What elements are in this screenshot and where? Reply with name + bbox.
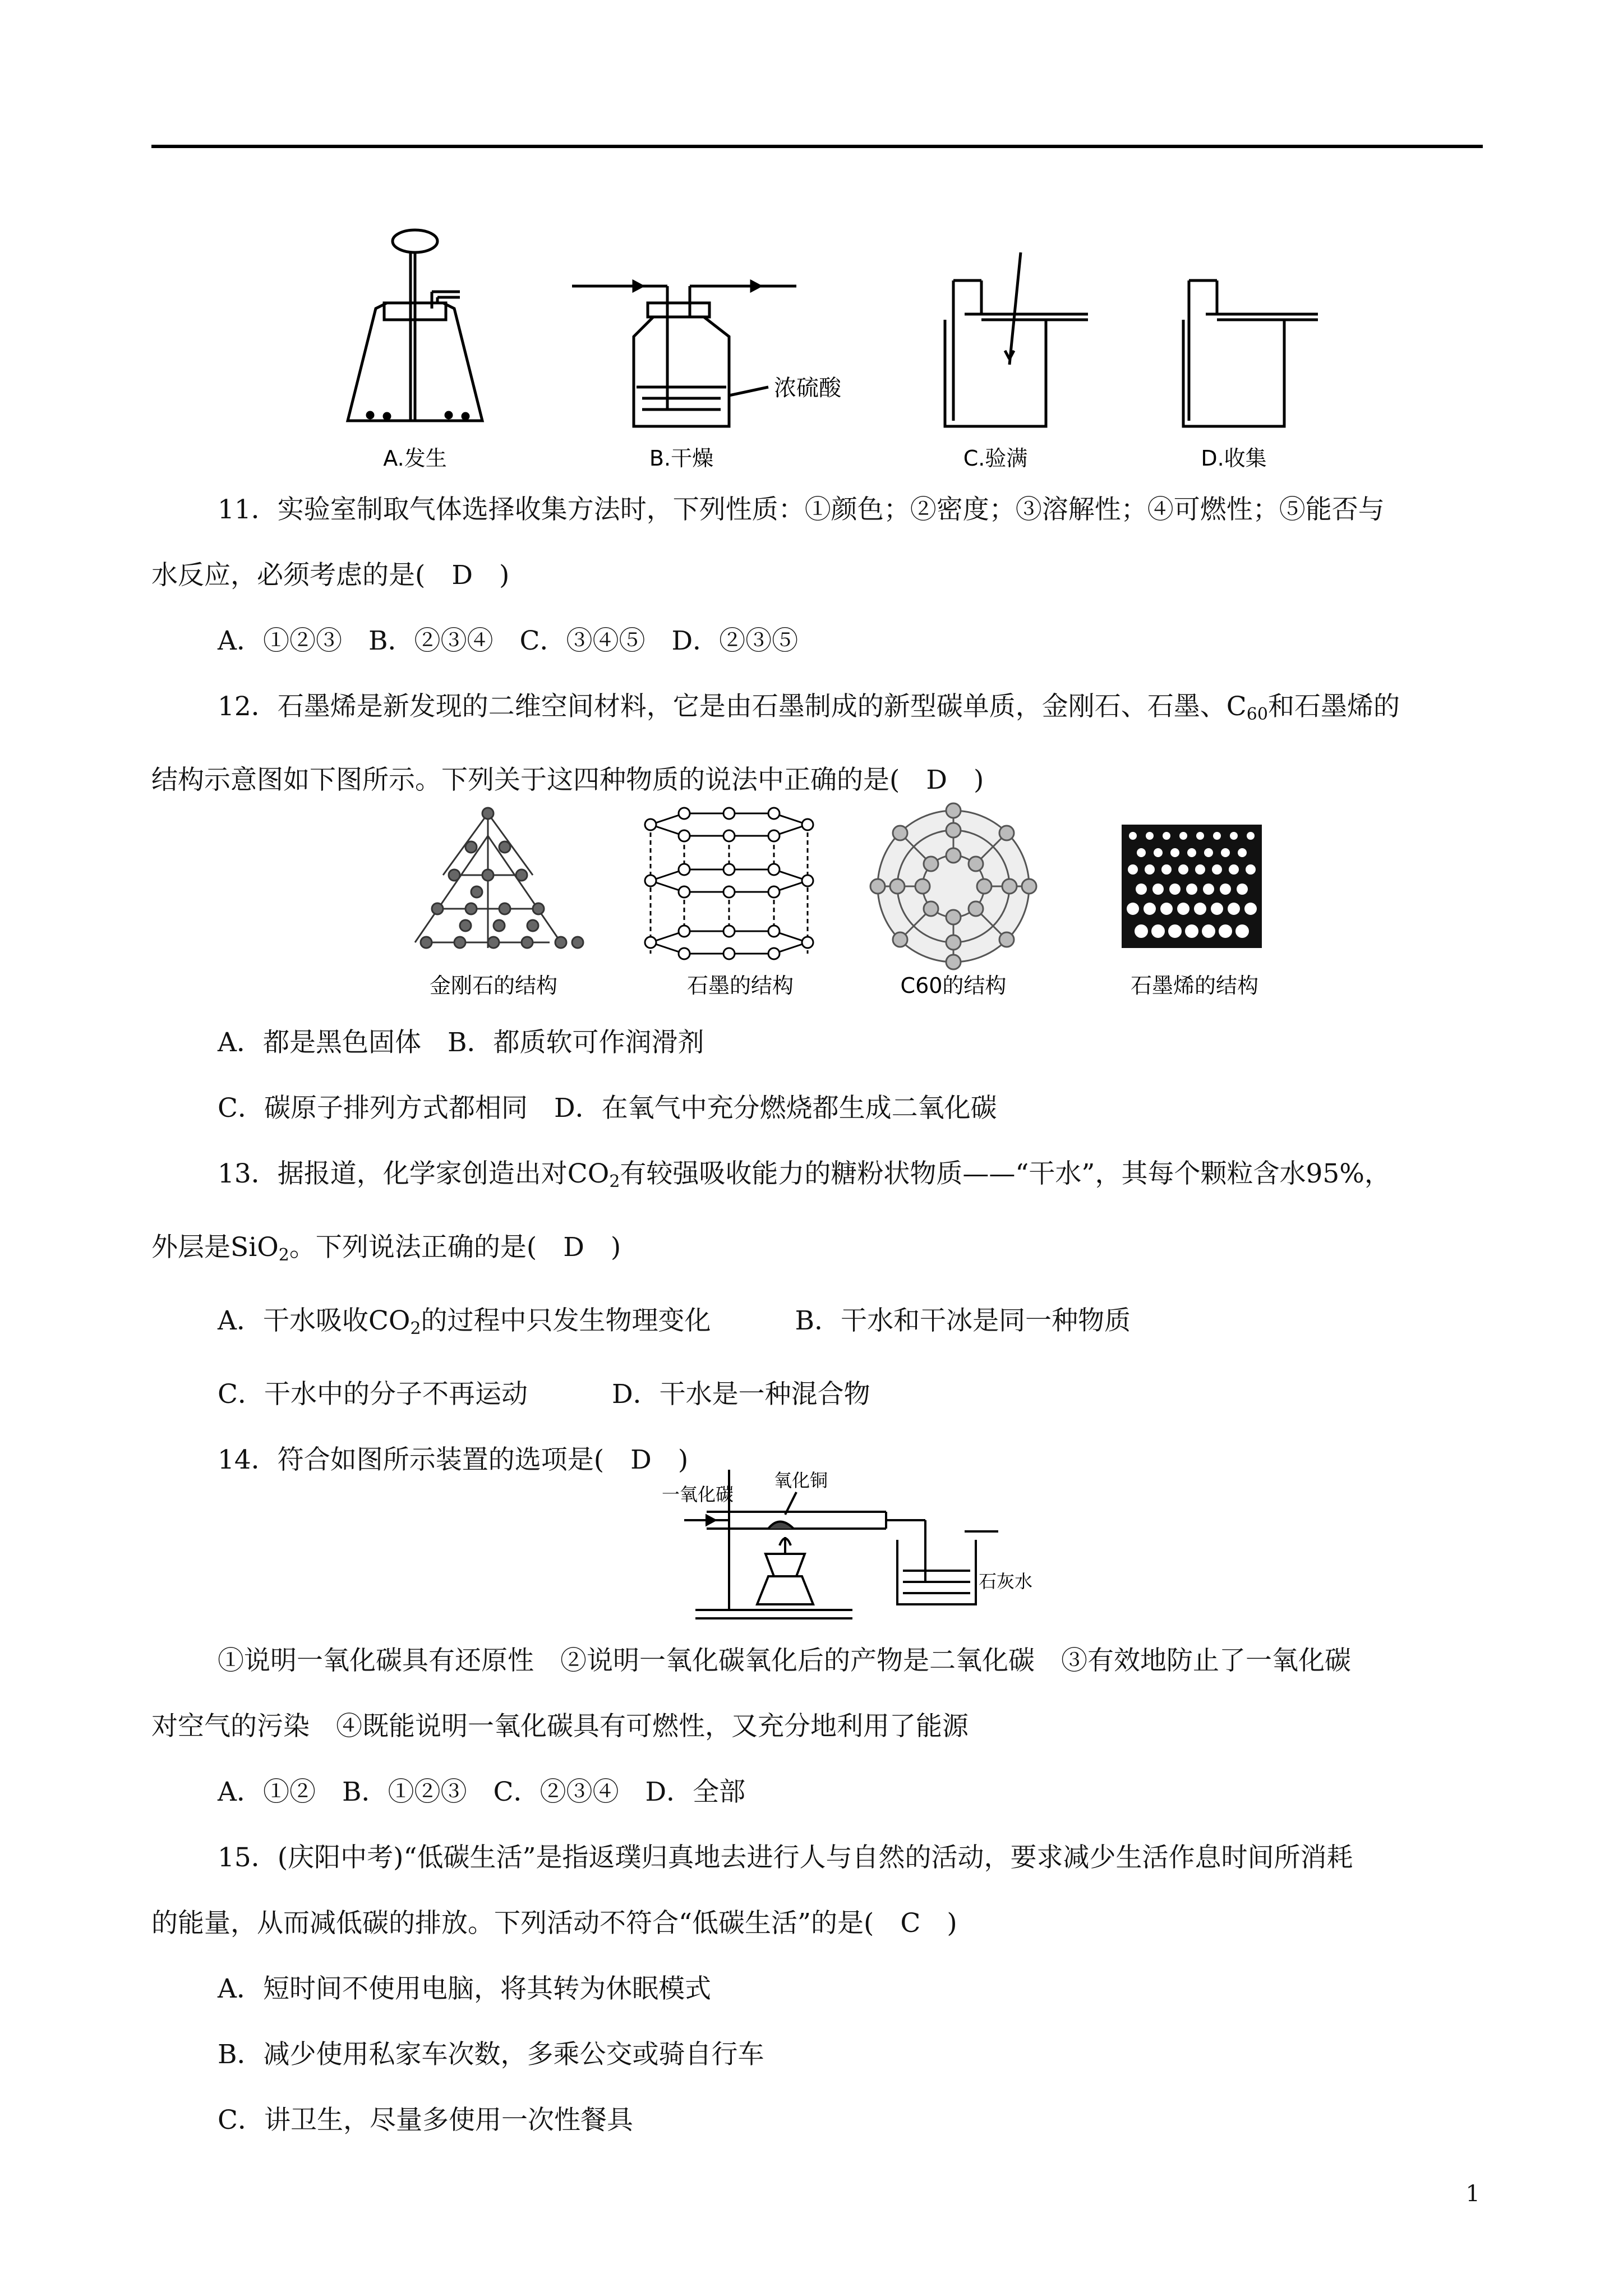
q14-stmt1: ①说明一氧化碳具有还原性 ②说明一氧化碳氧化后的产物是二氧化碳 ③有效地防止了一氧化碳 bbox=[218, 1645, 1351, 1676]
caption-c60: C60的结构 bbox=[900, 973, 1007, 998]
caption-c: C.验满 bbox=[963, 446, 1028, 471]
q11-options: A．①②③ B．②③④ C．③④⑤ D．②③⑤ bbox=[218, 625, 799, 656]
q15-option-a: A．短时间不使用电脑，将其转为休眠模式 bbox=[218, 1973, 711, 2004]
q15-line1: 15．(庆阳中考)“低碳生活”是指返璞归真地去进行人与自然的活动，要求减少生活作息时间所消耗 bbox=[218, 1842, 1353, 1873]
caption-d: D.收集 bbox=[1201, 446, 1267, 471]
page-number: 1 bbox=[1465, 2181, 1480, 2207]
caption-graphene: 石墨烯的结构 bbox=[1130, 973, 1259, 998]
q11-line2: 水反应，必须考虑的是( D ) bbox=[151, 560, 510, 591]
question-14-15 bbox=[151, 1628, 1483, 2153]
drying-bottle-icon bbox=[572, 282, 796, 426]
q13-option-c: C．干水中的分子不再运动 bbox=[218, 1379, 528, 1410]
limewater-label: 石灰水 bbox=[979, 1571, 1033, 1592]
apparatus-figure bbox=[336, 219, 1318, 482]
q12-line2: 结构示意图如下图所示。下列关于这四种物质的说法中正确的是( D ) bbox=[151, 765, 984, 795]
flask-generator-icon bbox=[348, 230, 482, 421]
q15-line2: 的能量，从而减低碳的排放。下列活动不符合“低碳生活”的是( C ) bbox=[151, 1908, 957, 1939]
q14-line1: 14．符合如图所示装置的选项是( D ) bbox=[218, 1444, 689, 1475]
q13-option-d: D．干水是一种混合物 bbox=[611, 1379, 870, 1410]
question-11: 11．实验室制取气体选择收集方法时，下列性质：①颜色；②密度；③溶解性；④可燃性；⑤能否与 水反应，必须考虑的是( D ) A．①②③ B．②③④ C．③④⑤ D．②③⑤ 12．石墨烯是新发现的二维空间材料，它是由石墨制成的新型碳单质，金刚石、石墨、$C_{60}$和石墨烯的 结构示意图如下图所示。下列关于这四种物质的说法中正确的是( D ) bbox=[151, 477, 1483, 813]
q12-options-a: A．都是黑色固体 B．都质软可作润滑剂 bbox=[218, 1027, 704, 1058]
collect-bottle-icon bbox=[1183, 280, 1318, 426]
q13-option-b: B．干水和干冰是同一种物质 bbox=[795, 1305, 1131, 1336]
acid-label: 浓硫酸 bbox=[774, 375, 841, 401]
graphite-structure-icon bbox=[645, 808, 813, 959]
caption-diamond: 金刚石的结构 bbox=[429, 973, 558, 998]
q14-options: A．①② B．①②③ C．②③④ D．全部 bbox=[218, 1777, 746, 1807]
c60-structure-icon bbox=[870, 803, 1036, 969]
diamond-structure-icon bbox=[415, 808, 583, 948]
q15-option-b: B．减少使用私家车次数，多乘公交或骑自行车 bbox=[218, 2039, 764, 2070]
q14-stmt2: 对空气的污染 ④既能说明一氧化碳具有可燃性，又充分地利用了能源 bbox=[151, 1711, 969, 1742]
cuo-label: 氧化铜 bbox=[774, 1470, 828, 1491]
caption-b: B.干燥 bbox=[649, 446, 714, 471]
check-full-bottle-icon bbox=[945, 252, 1088, 426]
caption-graphite: 石墨的结构 bbox=[686, 973, 794, 998]
carbon-structures-figure bbox=[393, 802, 1290, 1004]
q15-option-c: C．讲卫生，尽量多使用一次性餐具 bbox=[218, 2105, 633, 2136]
q11-line1: 11．实验室制取气体选择收集方法时，下列性质：①颜色；②密度；③溶解性；④可燃性；⑤能否与 bbox=[218, 494, 1385, 525]
co-label: 一氧化碳 bbox=[662, 1484, 734, 1505]
question-12-13: A．都是黑色固体 B．都质软可作润滑剂 C．碳原子排列方式都相同 D．在氧气中充分燃烧都生成二氧化碳 13．据报道，化学家创造出对$CO_2$有较强吸收能力的糖粉状物质——“干水”，其每个颗粒含水95%， 外层是SiO$_2$。下列说法正确的是( D ) A．干水吸收$CO_2$的过程中只发生物理变化 B．干水和干冰是同一种物质 C．干水中的分子不再运动 D．干水是一种混合物 14．符合如图所示装置的选项是( D ) bbox=[151, 1010, 1483, 1493]
caption-a: A.发生 bbox=[383, 446, 447, 471]
co-apparatus-figure bbox=[662, 1458, 1110, 1627]
graphene-structure-icon bbox=[1122, 825, 1262, 948]
header-rule bbox=[151, 145, 1483, 148]
q12-options-c: C．碳原子排列方式都相同 D．在氧气中充分燃烧都生成二氧化碳 bbox=[218, 1093, 997, 1124]
